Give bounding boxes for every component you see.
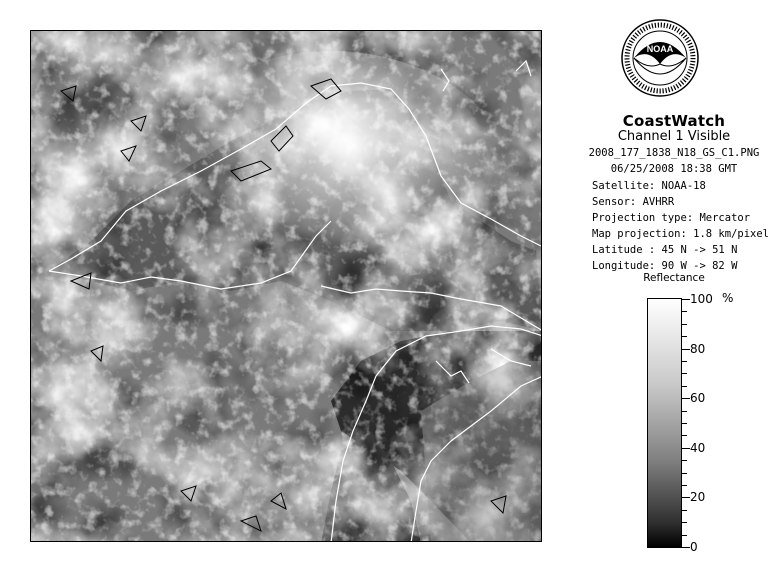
meta-projection-type: Projection type: Mercator (592, 212, 751, 224)
colorbar-tick-label: 80 (690, 342, 706, 356)
satellite-image (31, 31, 542, 542)
colorbar-tick (682, 373, 687, 374)
meta-longitude: Longitude: 90 W -> 82 W (592, 260, 738, 272)
colorbar-tick (682, 473, 687, 474)
colorbar-tick (682, 324, 687, 325)
colorbar-tick (682, 311, 687, 312)
colorbar-tick-label: 100 (690, 292, 713, 306)
noaa-logo-text: NOAA (646, 44, 674, 54)
channel-subtitle: Channel 1 Visible (617, 129, 731, 144)
colorbar-unit: % (722, 291, 734, 305)
colorbar-tick (682, 435, 687, 436)
colorbar-tick (682, 336, 687, 337)
meta-sensor: Sensor: AVHRR (592, 196, 675, 208)
colorbar-tick (682, 448, 690, 449)
meta-satellite: Satellite: NOAA-18 (592, 180, 706, 192)
colorbar-tick-label: 60 (690, 391, 706, 405)
colorbar-tick (682, 522, 687, 523)
colorbar-tick (682, 485, 687, 486)
reflectance-colorbar (647, 298, 682, 548)
colorbar-tick (682, 386, 687, 387)
colorbar-tick (682, 299, 690, 300)
colorbar-tick (682, 547, 690, 548)
colorbar-tick (682, 460, 687, 461)
colorbar-tick (682, 423, 687, 424)
colorbar-tick (682, 361, 687, 362)
acquisition-datetime: 06/25/2008 18:38 GMT (610, 163, 738, 175)
colorbar-tick (682, 510, 687, 511)
satellite-image-panel (30, 30, 542, 542)
file-name: 2008_177_1838_N18_GS_C1.PNG (588, 147, 760, 159)
colorbar-tick (682, 535, 687, 536)
app-title: CoastWatch (622, 112, 726, 130)
colorbar-tick (682, 349, 690, 350)
noaa-logo (620, 18, 700, 104)
colorbar-tick-label: 0 (690, 540, 698, 554)
colorbar-tick (682, 497, 690, 498)
colorbar-tick (682, 411, 687, 412)
colorbar-tick-label: 20 (690, 490, 706, 504)
colorbar-tick (682, 398, 690, 399)
colorbar-label: Reflectance (643, 272, 705, 284)
meta-latitude: Latitude : 45 N -> 51 N (592, 244, 738, 256)
meta-map-projection: Map projection: 1.8 km/pixel (592, 228, 770, 240)
colorbar-tick-label: 40 (690, 441, 706, 455)
